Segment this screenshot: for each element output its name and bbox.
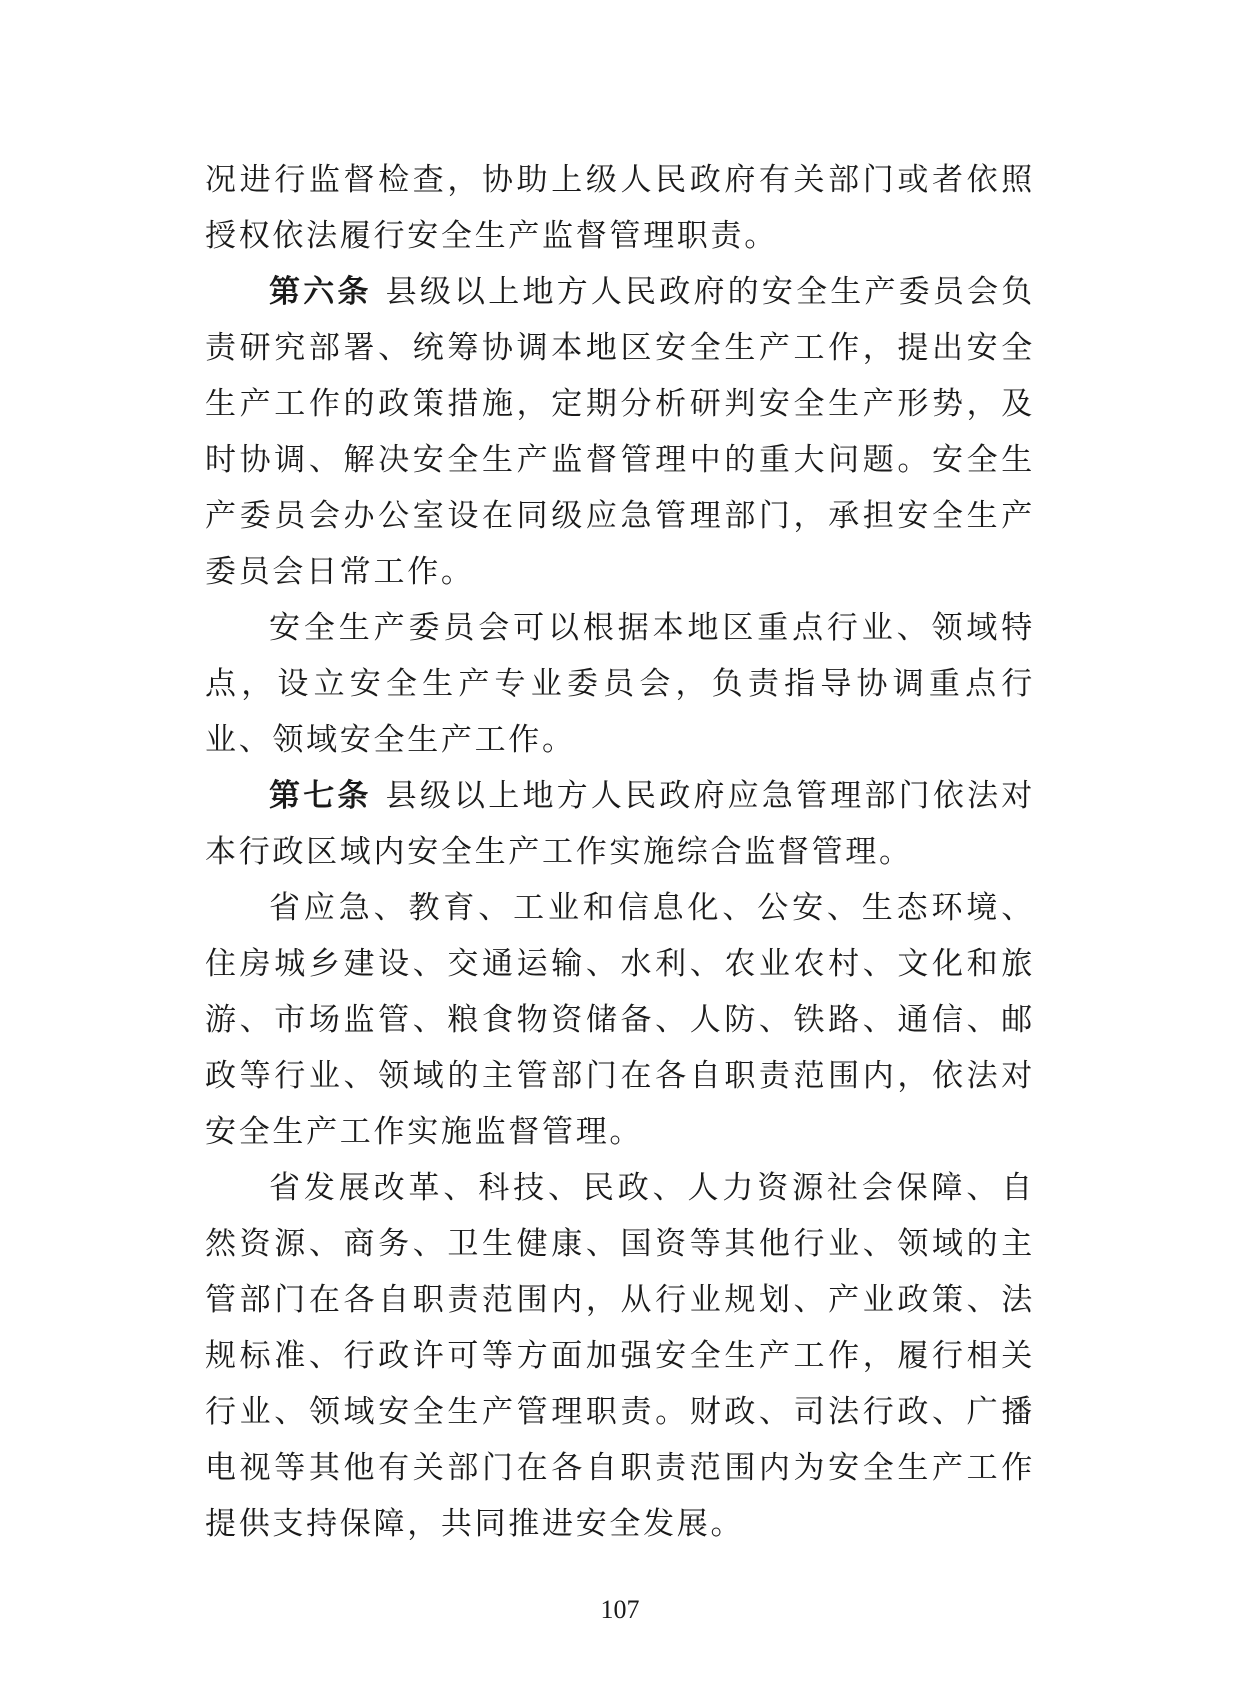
page-number: 107 (600, 1595, 640, 1624)
article-number: 第六条 (269, 274, 372, 310)
document-body (205, 152, 1035, 1552)
paragraph-text: 省应急、教育、工业和信息化、公安、生态环境、住房城乡建设、交通运输、水利、农业农村、文化和旅游、市场监管、粮食物资储备、人防、铁路、通信、邮政等行业、领域的主管部门在各自职责范围内，依法对安全生产工作实施监督管理。 (205, 890, 1035, 1150)
paragraph-continuation (205, 152, 1035, 264)
paragraph-text: 县级以上地方人民政府的安全生产委员会负责研究部署、统筹协调本地区安全生产工作，提出安全生产工作的政策措施，定期分析研判安全生产形势，及时协调、解决安全生产监督管理中的重大问题。安全生产委员会办公室设在同级应急管理部门，承担安全生产委员会日常工作。 (205, 274, 1035, 590)
article-7-clause-2 (205, 880, 1035, 1160)
article-6-clause-2 (205, 600, 1035, 768)
paragraph-text: 省发展改革、科技、民政、人力资源社会保障、自然资源、商务、卫生健康、国资等其他行业、领域的主管部门在各自职责范围内，从行业规划、产业政策、法规标准、行政许可等方面加强安全生产工作，履行相关行业、领域安全生产管理职责。财政、司法行政、广播电视等其他有关部门在各自职责范围内为安全生产工作提供支持保障，共同推进安全发展。 (205, 1170, 1035, 1542)
paragraph-text: 安全生产委员会可以根据本地区重点行业、领域特点，设立安全生产专业委员会，负责指导协调重点行业、领域安全生产工作。 (205, 610, 1035, 758)
paragraph-text: 况进行监督检查，协助上级人民政府有关部门或者依照授权依法履行安全生产监督管理职责。 (205, 162, 1035, 254)
article-number: 第七条 (269, 778, 372, 814)
article-6-paragraph (205, 264, 1035, 600)
article-7-clause-3 (205, 1160, 1035, 1552)
paragraph-text: 县级以上地方人民政府应急管理部门依法对本行政区域内安全生产工作实施综合监督管理。 (205, 778, 1035, 870)
article-7-paragraph (205, 768, 1035, 880)
